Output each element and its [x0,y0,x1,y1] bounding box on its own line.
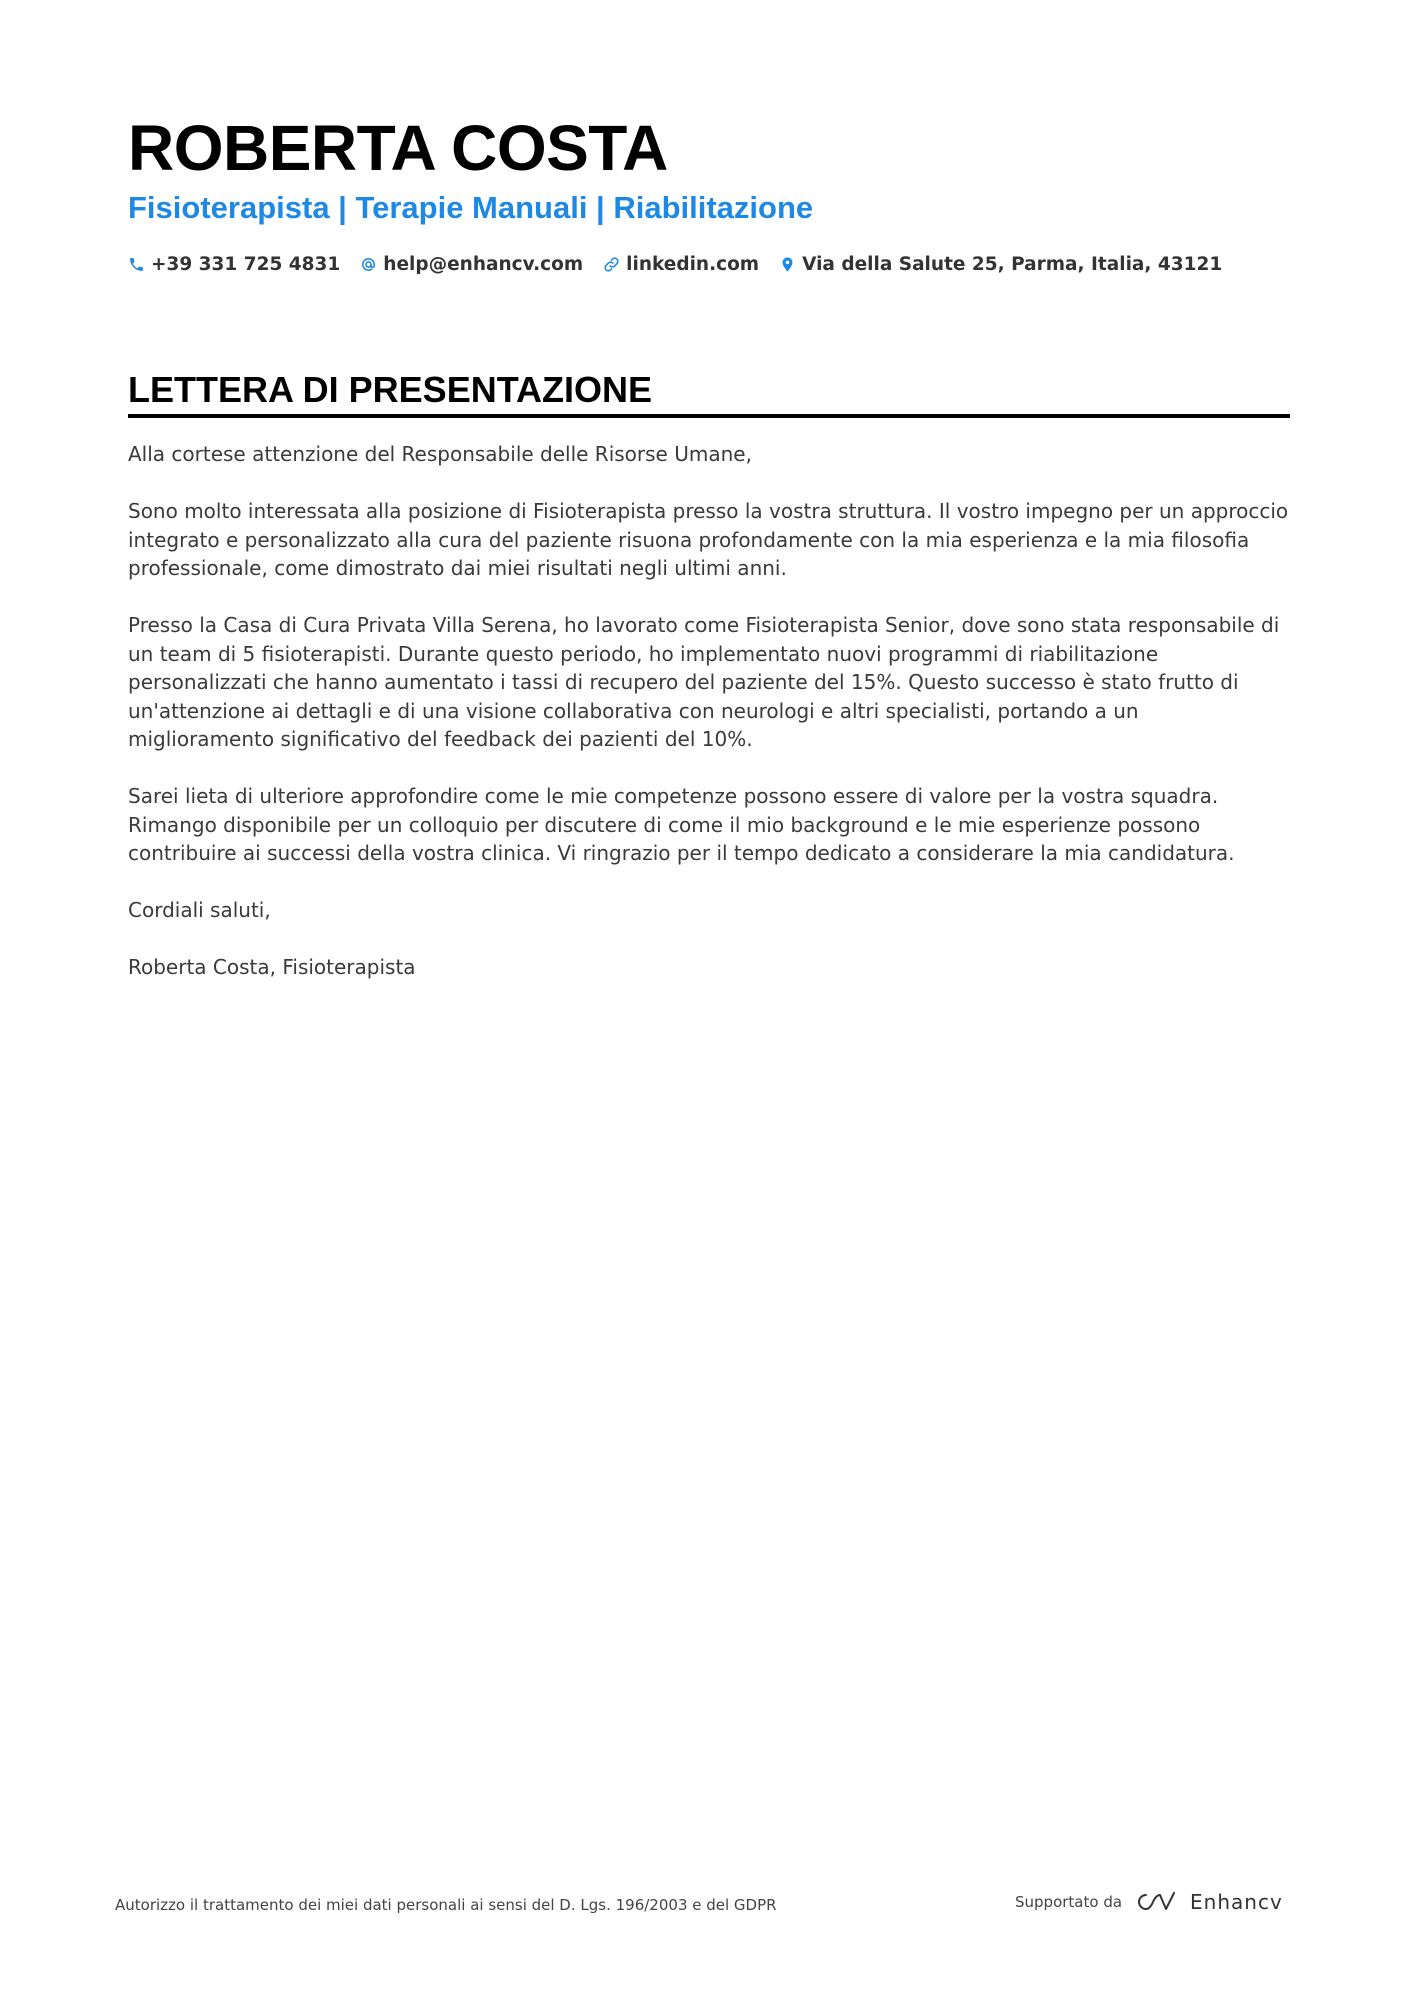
letter-body [128,440,1290,1010]
at-icon [360,256,377,273]
letter-greeting: Alla cortese attenzione del Responsabile delle Risorse Umane, [128,442,752,466]
letter-paragraph-2: Presso la Casa di Cura Privata Villa Serena, ho lavorato come Fisioterapista Senior, dove sono stata responsabile di un team di 5 fisioterapisti. Durante questo periodo, ho implementato nuovi programmi di riabilitazione personalizzati che hanno aumentato i tassi di recupero del paziente del 15%. Questo successo è stato frutto di un'attenzione ai dettagli e di una visione collaborativa con neurologi e altri specialisti, portando a un miglioramento significativo del feedback dei pazienti del 10%. [128,613,1280,751]
phone-icon [128,256,145,273]
letter-paragraph-1: Sono molto interessata alla posizione di Fisioterapista presso la vostra struttura. Il vostro impegno per un approccio integrato e personalizzato alla cura del paziente risuona profondamente con la mia esperienza e la mia filosofia professionale, come dimostrato dai miei risultati negli ultimi anni. [128,499,1289,580]
privacy-consent-note: Autorizzo il trattamento dei miei dati personali ai sensi del D. Lgs. 196/2003 e del GDPR [115,1896,777,1914]
contact-email-text: help@enhancv.com [383,254,584,275]
contact-email[interactable] [360,254,583,275]
letter-signature: Roberta Costa, Fisioterapista [128,955,416,979]
letter-closing: Cordiali saluti, [128,898,271,922]
contact-linkedin-text: linkedin.com [626,254,760,275]
candidate-name: ROBERTA COSTA [128,112,668,184]
contact-address [779,254,1222,275]
section-title: LETTERA DI PRESENTAZIONE [128,368,1290,418]
contact-linkedin[interactable] [603,254,759,275]
powered-by-label: Supportato da [1015,1893,1123,1911]
enhancv-brand: Enhancv [1190,1890,1283,1914]
letter-paragraph-3: Sarei lieta di ulteriore approfondire come le mie competenze possono essere di valore per la vostra squadra. Rimango disponibile per un colloquio per discutere di come il mio background e le mie esperienze possono contribuire ai successi della vostra clinica. Vi ringrazio per il tempo dedicato a considerare la mia candidatura. [128,784,1235,865]
link-icon [603,256,620,273]
contact-address-text: Via della Salute 25, Parma, Italia, 43121 [802,254,1223,275]
candidate-title: Fisioterapista | Terapie Manuali | Riabilitazione [128,190,814,225]
contact-phone-text: +39 331 725 4831 [151,254,341,275]
location-pin-icon [779,256,796,273]
contact-bar [128,254,1242,275]
enhancv-logo-icon [1134,1890,1180,1914]
powered-by[interactable] [1015,1890,1283,1914]
contact-phone[interactable] [128,254,340,275]
